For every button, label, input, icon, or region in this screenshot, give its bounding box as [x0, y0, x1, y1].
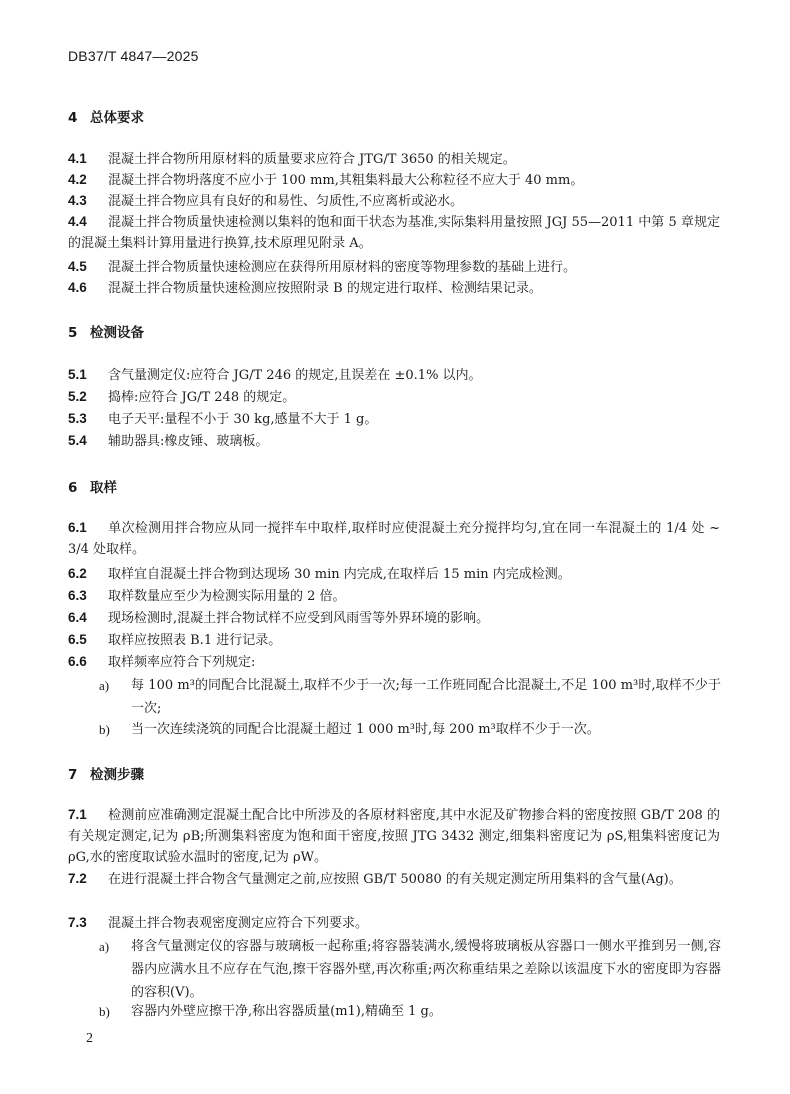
- clause-6-5: 6.5 取样应按照表 B.1 进行记录。: [68, 632, 282, 648]
- clause-5-2: 5.2 捣棒:应符合 JG/T 248 的规定。: [68, 389, 296, 405]
- clause-4-2: 4.2 混凝土拌合物坍落度不应小于 100 mm,其粗集料最大公称粒径不应大于 40 mm。: [68, 172, 584, 188]
- clause-7-2: 7.2 在进行混凝土拌合物含气量测定之前,应按照 GB/T 50080 的有关规定测定所用集料的含气量(Ag)。: [68, 871, 682, 887]
- list-item: a) 将含气量测定仪的容器与玻璃板一起称重;将容器装满水,缓慢将玻璃板从容器口一侧水平推到另一侧,容器内应满水且不应存在气泡,擦干容器外壁,再次称重;两次称重结果之差除以该温度下水的密度即为容器的容积(V)。: [99, 939, 721, 1000]
- clause-5-3: 5.3 电子天平:量程不小于 30 kg,感量不大于 1 g。: [68, 411, 378, 427]
- section-4-heading: 4 总体要求: [68, 110, 144, 126]
- clause-6-4: 6.4 现场检测时,混凝土拌合物试样不应受到风雨雪等外界环境的影响。: [68, 610, 490, 626]
- list-item: b) 当一次连续浇筑的同配合比混凝土超过 1 000 m³时,每 200 m³取样不少于一次。: [99, 722, 600, 737]
- section-7-heading: 7 检测步骤: [68, 767, 144, 783]
- clause-4-5: 4.5 混凝土拌合物质量快速检测应在获得所用原材料的密度等物理参数的基础上进行。: [68, 259, 577, 275]
- list-item: a) 每 100 m³的同配合比混凝土,取样不少于一次;每一工作班同配合比混凝土,不足 100 m³时,取样不少于一次;: [99, 678, 721, 716]
- clause-7-3: 7.3 混凝土拌合物表观密度测定应符合下列要求。: [68, 915, 369, 931]
- clause-6-2: 6.2 取样宜自混凝土拌合物到达现场 30 min 内完成,在取样后 15 min 内完成检测。: [68, 566, 571, 582]
- standard-number: DB37/T 4847—2025: [68, 48, 199, 64]
- clause-4-6: 4.6 混凝土拌合物质量快速检测应按照附录 B 的规定进行取样、检测结果记录。: [68, 280, 542, 296]
- section-5-heading: 5 检测设备: [68, 325, 144, 341]
- clause-4-4: 4.4 混凝土拌合物质量快速检测以集料的饱和面干状态为基准,实际集料用量按照 JGJ 55—2011 中第 5 章规定的混凝土集料计算用量进行换算,技术原理见附录 A。: [68, 214, 720, 251]
- clause-5-1: 5.1 含气量测定仪:应符合 JG/T 246 的规定,且误差在 ±0.1% 以内。: [68, 367, 482, 383]
- clause-6-3: 6.3 取样数量应至少为检测实际用量的 2 倍。: [68, 588, 346, 604]
- page-number: 2: [86, 1031, 93, 1046]
- section-6-heading: 6 取样: [68, 480, 117, 496]
- clause-4-1: 4.1 混凝土拌合物所用原材料的质量要求应符合 JTG/T 3650 的相关规定。: [68, 151, 516, 167]
- clause-4-3: 4.3 混凝土拌合物应具有良好的和易性、匀质性,不应离析或泌水。: [68, 193, 464, 209]
- clause-6-6: 6.6 取样频率应符合下列规定:: [68, 654, 256, 670]
- clause-6-1: 6.1 单次检测用拌合物应从同一搅拌车中取样,取样时应使混凝土充分搅拌均匀,宜在同一车混凝土的 1/4 处 ~ 3/4 处取样。: [68, 520, 720, 557]
- clause-7-1: 7.1 检测前应准确测定混凝土配合比中所涉及的各原材料密度,其中水泥及矿物掺合料的密度按照 GB/T 208 的有关规定测定,记为 ρB;所测集料密度为饱和面干密度,按照 JTG 3432 测定,细集料密度记为 ρS,粗集料密度记为 ρG,水的密度取试验水温时的密度,记为 ρW。: [68, 807, 720, 865]
- clause-5-4: 5.4 辅助器具:橡皮锤、玻璃板。: [68, 433, 269, 449]
- list-item: b) 容器内外壁应擦干净,称出容器质量(m1),精确至 1 g。: [99, 1004, 442, 1019]
